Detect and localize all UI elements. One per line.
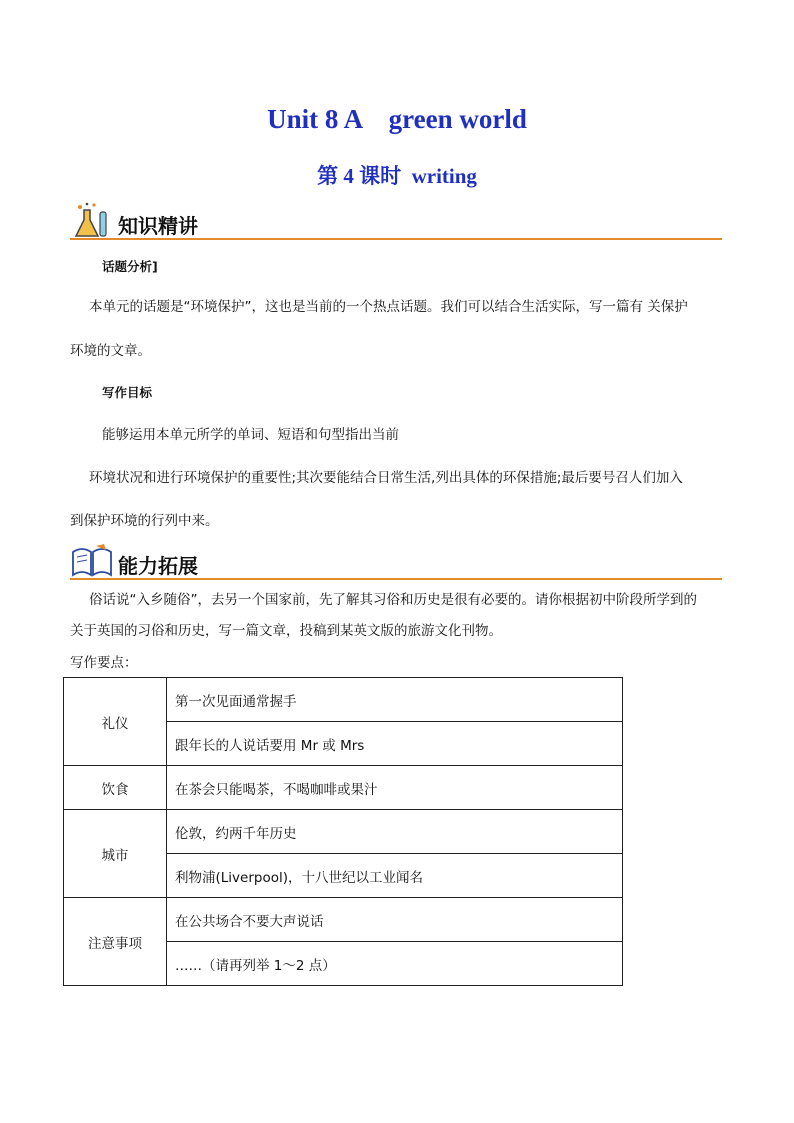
- section-divider: [70, 238, 722, 240]
- item-cell: 跟年长的人说话要用 Mr 或 Mrs: [167, 722, 623, 766]
- writing-points-table: [63, 677, 623, 986]
- category-cell: 城市: [64, 810, 167, 898]
- table-row: [64, 810, 623, 854]
- section-label: 知识精讲: [118, 214, 198, 238]
- topic-heading: 话题分析]: [102, 259, 158, 274]
- item-cell: ……（请再列举 1～2 点）: [167, 942, 623, 986]
- document-title: Unit 8 A green world: [267, 104, 527, 134]
- section-header-knowledge: [70, 202, 722, 240]
- lesson-subtitle: 第 4 课时 writing: [317, 164, 477, 188]
- item-cell: 利物浦(Liverpool)，十八世纪以工业闻名: [167, 854, 623, 898]
- section-divider: [70, 578, 722, 580]
- item-cell: 伦敦，约两千年历史: [167, 810, 623, 854]
- goal-line-2: 环境状况和进行环境保护的重要性;其次要能结合日常生活,列出具体的环保措施;最后要号召人们加入: [89, 470, 683, 486]
- category-cell: 礼仪: [64, 678, 167, 766]
- section-header-extension: [70, 542, 722, 580]
- category-cell: 注意事项: [64, 898, 167, 986]
- item-cell: 在茶会只能喝茶，不喝咖啡或果汁: [167, 766, 623, 810]
- item-cell: 在公共场合不要大声说话: [167, 898, 623, 942]
- table-row: [64, 766, 623, 810]
- goal-line-3: 到保护环境的行列中来。: [70, 513, 219, 529]
- points-label: 写作要点：: [70, 655, 138, 671]
- item-cell: 第一次见面通常握手: [167, 678, 623, 722]
- section-label: 能力拓展: [118, 554, 198, 578]
- goal-heading: 写作目标: [102, 385, 153, 400]
- task-line-2: 关于英国的习俗和历史，写一篇文章，投稿到某英文版的旅游文化刊物。: [70, 623, 502, 639]
- topic-line-1: 本单元的话题是“环境保护”，这也是当前的一个热点话题。我们可以结合生活实际，写一篇有 关保护: [89, 299, 688, 315]
- open-book-icon: [70, 542, 114, 578]
- table-row: [64, 678, 623, 722]
- goal-line-1: 能够运用本单元所学的单词、短语和句型指出当前: [102, 427, 399, 443]
- task-line-1: 俗话说“入乡随俗”，去另一个国家前，先了解其习俗和历史是很有必要的。请你根据初中阶段所学到的: [89, 592, 697, 608]
- table-row: [64, 898, 623, 942]
- topic-line-2: 环境的文章。: [70, 343, 151, 359]
- lab-flask-icon: [70, 202, 112, 238]
- category-cell: 饮食: [64, 766, 167, 810]
